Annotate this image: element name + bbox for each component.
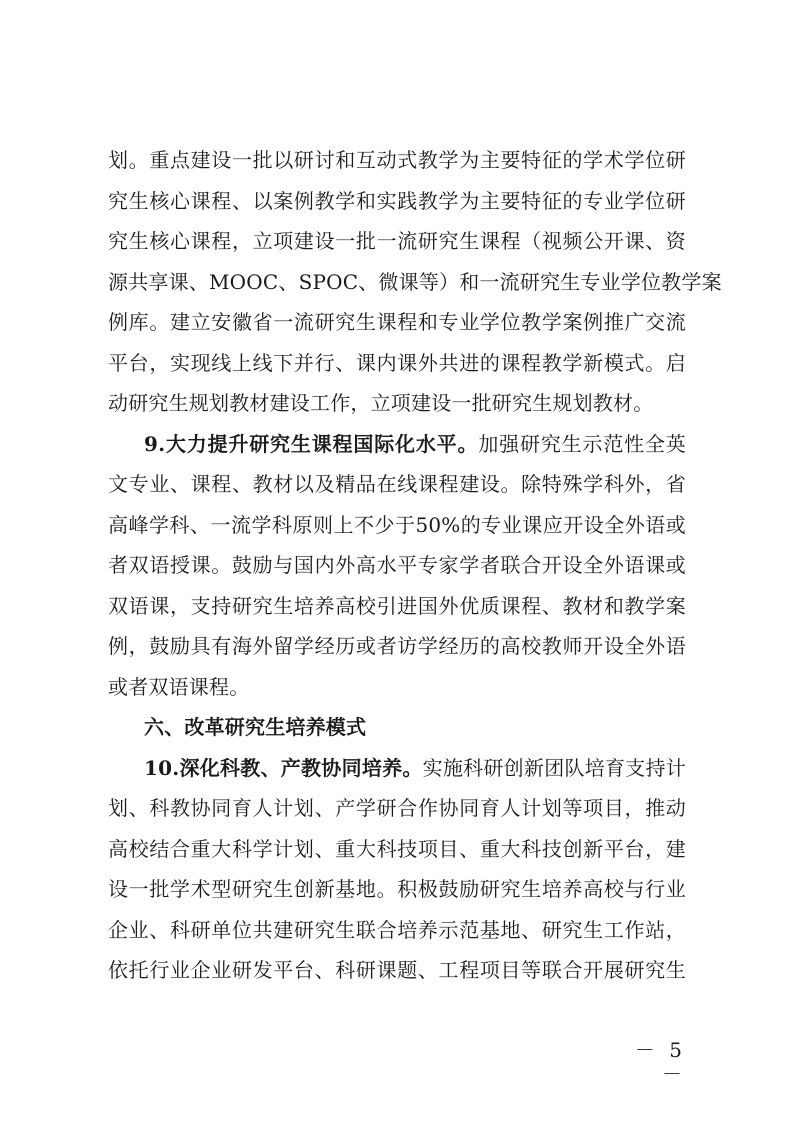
paragraph-2-line-6: 例，鼓励具有海外留学经历或者访学经历的高校教师开设全外语	[108, 634, 686, 658]
paragraph-1-line-1: 划。重点建设一批以研讨和互动式教学为主要特征的学术学位研	[108, 148, 686, 172]
paragraph-3-line-5: 企业、科研单位共建研究生联合培养示范基地、研究生工作站，	[108, 917, 686, 942]
paragraph-3-first-line-rest: 实施科研创新团队培育支持计	[422, 755, 686, 780]
paragraph-1-line-6: 平台，实现线上线下并行、课内课外共进的课程教学新模式。启	[108, 350, 686, 375]
page-number: － 5 －	[634, 1038, 686, 1086]
paragraph-2-line-3: 高峰学科、一流学科原则上不少于50%的专业课应开设全外语或	[108, 512, 686, 537]
paragraph-3-line-4: 设一批学术型研究生创新基地。积极鼓励研究生培养高校与行业	[108, 877, 686, 901]
paragraph-2-line-1	[108, 424, 686, 465]
paragraph-2-line-5: 双语课，支持研究生培养高校引进国外优质课程、教材和教学案	[108, 593, 686, 618]
paragraph-3-line-6: 依托行业企业研发平台、科研课题、工程项目等联合开展研究生	[108, 958, 686, 982]
paragraph-1-line-5: 例库。建立安徽省一流研究生课程和专业学位教学案例推广交流	[108, 310, 686, 334]
paragraph-3-line-1	[108, 748, 686, 789]
paragraph-2-line-7: 或者双语课程。	[108, 674, 250, 699]
paragraph-1-line-7: 动研究生规划教材建设工作，立项建设一批研究生规划教材。	[108, 391, 654, 415]
paragraph-1-line-2: 究生核心课程、以案例教学和实践教学为主要特征的专业学位研	[108, 188, 686, 213]
paragraph-3-line-3: 高校结合重大科学计划、重大科技项目、重大科技创新平台，建	[108, 836, 686, 861]
paragraph-1-line-4: 源共享课、MOOC、SPOC、微课等）和一流研究生专业学位教学案	[108, 269, 722, 294]
paragraph-2-line-4: 者双语授课。鼓励与国内外高水平专家学者联合开设全外语课或	[108, 553, 686, 577]
paragraph-2-line-2: 文专业、课程、教材以及精品在线课程建设。除特殊学科外，省	[108, 472, 686, 496]
paragraph-2-first-line-rest: 加强研究生示范性全英	[478, 431, 687, 456]
section-heading: 六、改革研究生培养模式	[144, 715, 367, 739]
paragraph-2-lead: 9.大力提升研究生课程国际化水平。	[144, 431, 479, 456]
paragraph-1-line-3: 究生核心课程，立项建设一批一流研究生课程（视频公开课、资	[108, 229, 686, 253]
body-text	[108, 140, 722, 991]
paragraph-3-lead: 10.深化科教、产教协同培养。	[144, 755, 423, 780]
paragraph-3-line-2: 划、科教协同育人计划、产学研合作协同育人计划等项目，推动	[108, 796, 686, 820]
